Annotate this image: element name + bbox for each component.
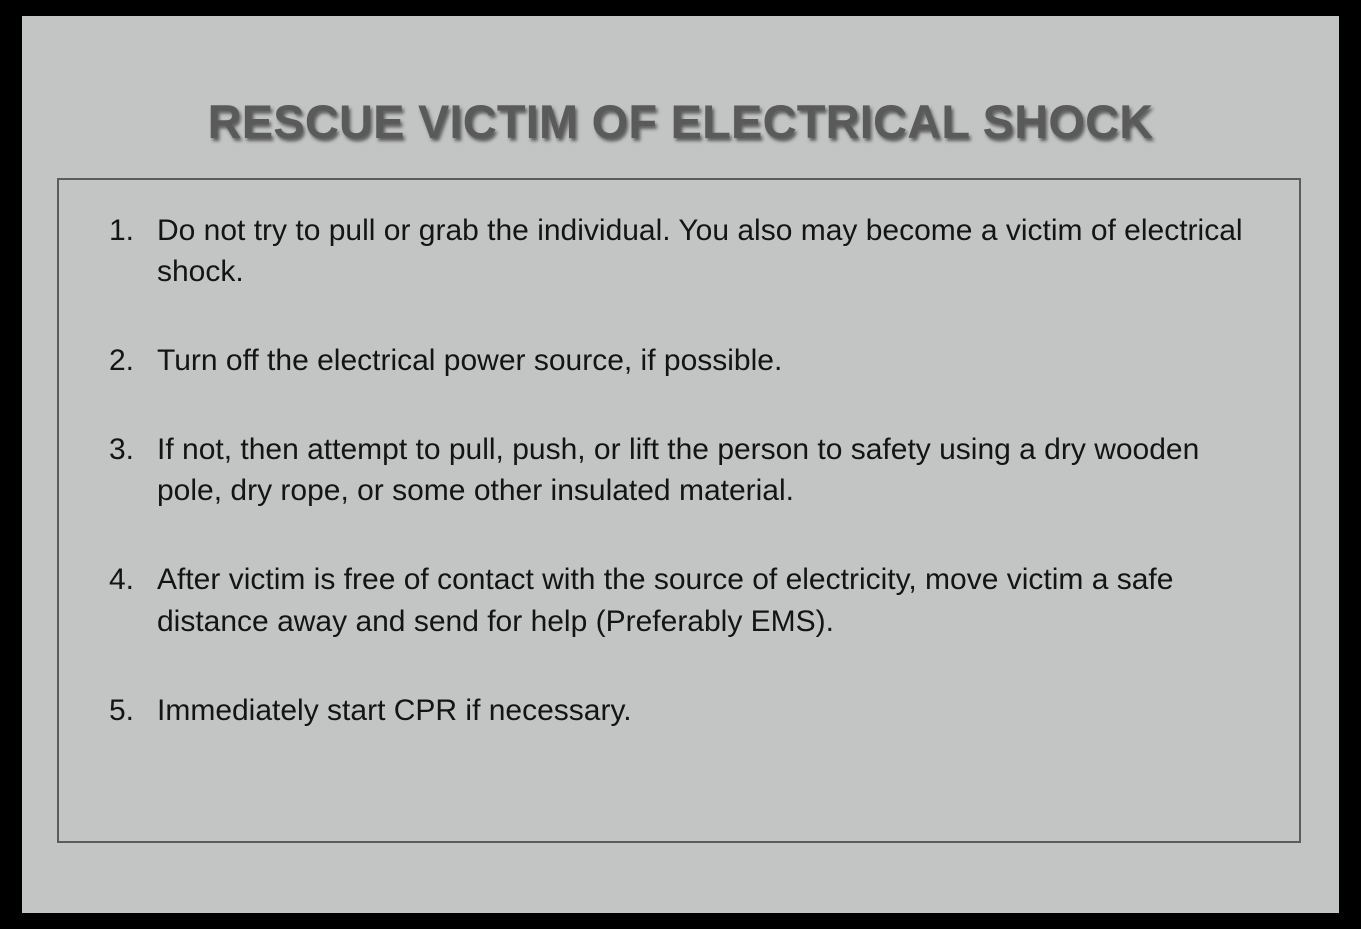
instruction-list [85, 210, 1273, 731]
list-item-number: 3. [109, 433, 135, 467]
list-item [85, 340, 1273, 381]
list-item-text: Immediately start CPR if necessary. [157, 693, 632, 727]
list-item-text: Do not try to pull or grab the individual. You also may become a victim of electrical shock. [157, 214, 1243, 289]
list-item-text: After victim is free of contact with the source of electricity, move victim a safe distance away and send for help (Preferably EMS). [157, 563, 1174, 638]
list-item [85, 690, 1273, 731]
list-item-number: 1. [109, 214, 135, 247]
list-item-text: Turn off the electrical power source, if possible. [157, 344, 783, 378]
content-box [57, 178, 1301, 843]
slide-surface [22, 16, 1339, 913]
list-item [85, 429, 1273, 511]
page-title: RESCUE VICTIM OF ELECTRICAL SHOCK [207, 95, 1154, 148]
list-item [85, 559, 1273, 641]
list-item-text: If not, then attempt to pull, push, or lift the person to safety using a dry wooden pole, dry rope, or some other insulated material. [157, 433, 1200, 508]
list-item-number: 2. [109, 344, 135, 378]
list-item [85, 210, 1273, 292]
list-item-number: 4. [109, 563, 135, 597]
list-item-number: 5. [109, 693, 135, 727]
